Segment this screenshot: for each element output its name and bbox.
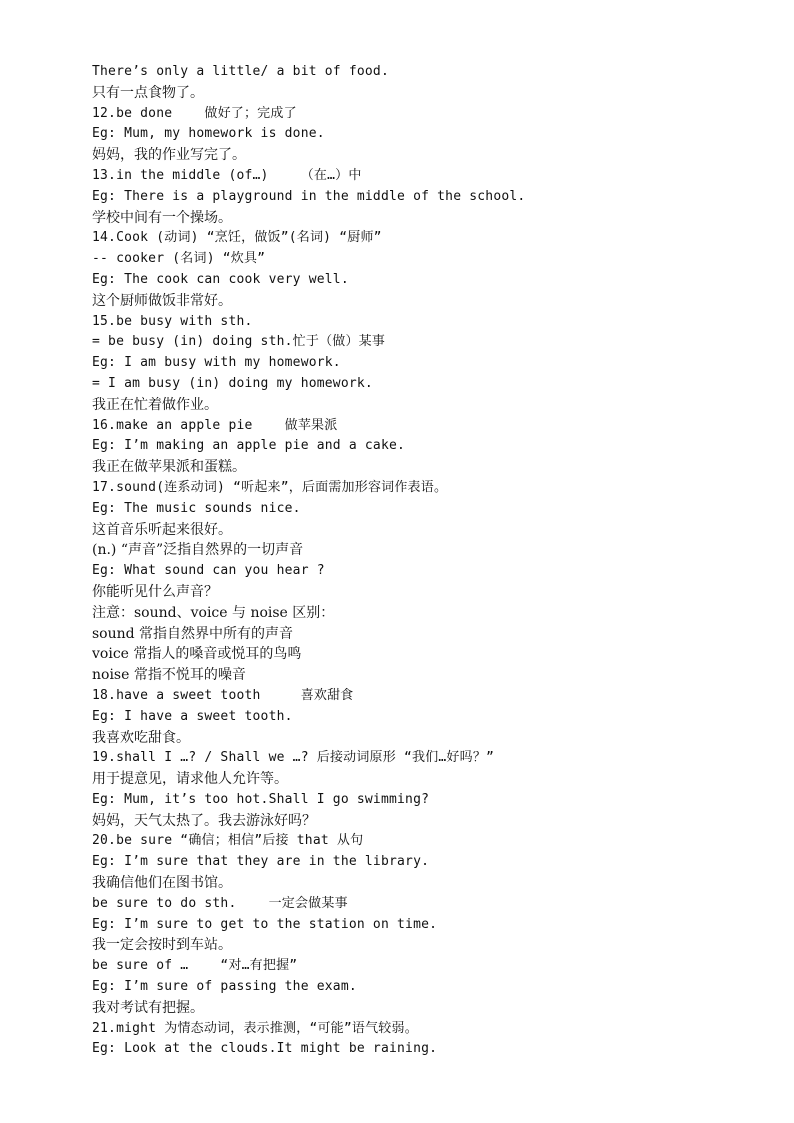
text-line: (n.) “声音”泛指自然界的一切声音 xyxy=(92,542,304,559)
text-line: Eg: I am busy with my homework. xyxy=(92,355,341,371)
text-line: 17.sound(连系动词) “听起来”，后面需加形容词作表语。 xyxy=(92,479,448,495)
text-line: sound 常指自然界中所有的声音 xyxy=(92,625,294,642)
document-page xyxy=(92,62,772,1060)
text-line: 14.Cook (动词) “烹饪，做饭”(名词) “厨师” xyxy=(92,230,382,246)
text-line: Eg: I’m sure to get to the station on time. xyxy=(92,916,438,932)
text-line: = be busy (in) doing sth.忙于（做）某事 xyxy=(92,334,386,350)
text-line: 学校中间有一个操场。 xyxy=(92,209,232,226)
text-line: There’s only a little/ a bit of food. xyxy=(92,64,389,79)
text-line: Eg: I’m sure of passing the exam. xyxy=(92,979,357,995)
text-line: Eg: The music sounds nice. xyxy=(92,500,301,516)
text-line: 注意：sound、voice 与 noise 区别： xyxy=(92,604,335,621)
text-line: 妈妈，我的作业写完了。 xyxy=(92,147,246,164)
text-line: Eg: Mum, it’s too hot.Shall I go swimming? xyxy=(92,791,430,807)
text-line: Eg: I’m making an apple pie and a cake. xyxy=(92,438,406,454)
text-line: noise 常指不悦耳的噪音 xyxy=(92,667,246,684)
text-line: be sure of … “对…有把握” xyxy=(92,958,298,974)
text-line: 16.make an apple pie 做苹果派 xyxy=(92,417,338,433)
text-line: 15.be busy with sth. xyxy=(92,313,253,329)
text-line: = I am busy (in) doing my homework. xyxy=(92,375,373,391)
text-line: 这个厨师做饭非常好。 xyxy=(92,292,232,309)
text-line: 12.be done 做好了；完成了 xyxy=(92,105,297,121)
text-line: 只有一点食物了。 xyxy=(92,84,204,101)
text-line: 我对考试有把握。 xyxy=(92,999,204,1016)
text-line: Eg: The cook can cook very well. xyxy=(92,271,349,287)
text-line: Eg: I have a sweet tooth. xyxy=(92,708,293,724)
text-line: 你能听见什么声音？ xyxy=(92,583,218,600)
text-line: 我喜欢吃甜食。 xyxy=(92,729,190,746)
text-line: 21.might 为情态动词，表示推测，“可能”语气较弱。 xyxy=(92,1020,418,1036)
text-line: voice 常指人的嗓音或悦耳的鸟鸣 xyxy=(92,646,302,663)
text-line: 我一定会按时到车站。 xyxy=(92,937,232,954)
text-line: Eg: What sound can you hear ? xyxy=(92,563,325,579)
text-line: 20.be sure “确信；相信”后接 that 从句 xyxy=(92,833,364,849)
text-line: 妈妈，天气太热了。我去游泳好吗？ xyxy=(92,812,316,829)
text-line: 这首音乐听起来很好。 xyxy=(92,521,232,538)
text-line: -- cooker (名词) “炊具” xyxy=(92,251,266,267)
text-line: 我正在忙着做作业。 xyxy=(92,396,218,413)
text-line: Eg: There is a playground in the middle of the school. xyxy=(92,188,526,204)
text-line: Eg: I’m sure that they are in the library. xyxy=(92,854,430,870)
text-line: Eg: Look at the clouds.It might be raining. xyxy=(92,1041,438,1057)
text-line: 我确信他们在图书馆。 xyxy=(92,875,232,892)
text-line: Eg: Mum, my homework is done. xyxy=(92,126,325,142)
text-line: 18.have a sweet tooth 喜欢甜食 xyxy=(92,687,354,703)
text-line: 13.in the middle (of…) （在…）中 xyxy=(92,167,362,183)
text-line: 我正在做苹果派和蛋糕。 xyxy=(92,459,246,476)
text-line: 19.shall I …? / Shall we …? 后接动词原形 “我们…好吗？” xyxy=(92,750,495,766)
text-line: be sure to do sth. 一定会做某事 xyxy=(92,895,348,911)
text-line: 用于提意见，请求他人允许等。 xyxy=(92,771,288,788)
